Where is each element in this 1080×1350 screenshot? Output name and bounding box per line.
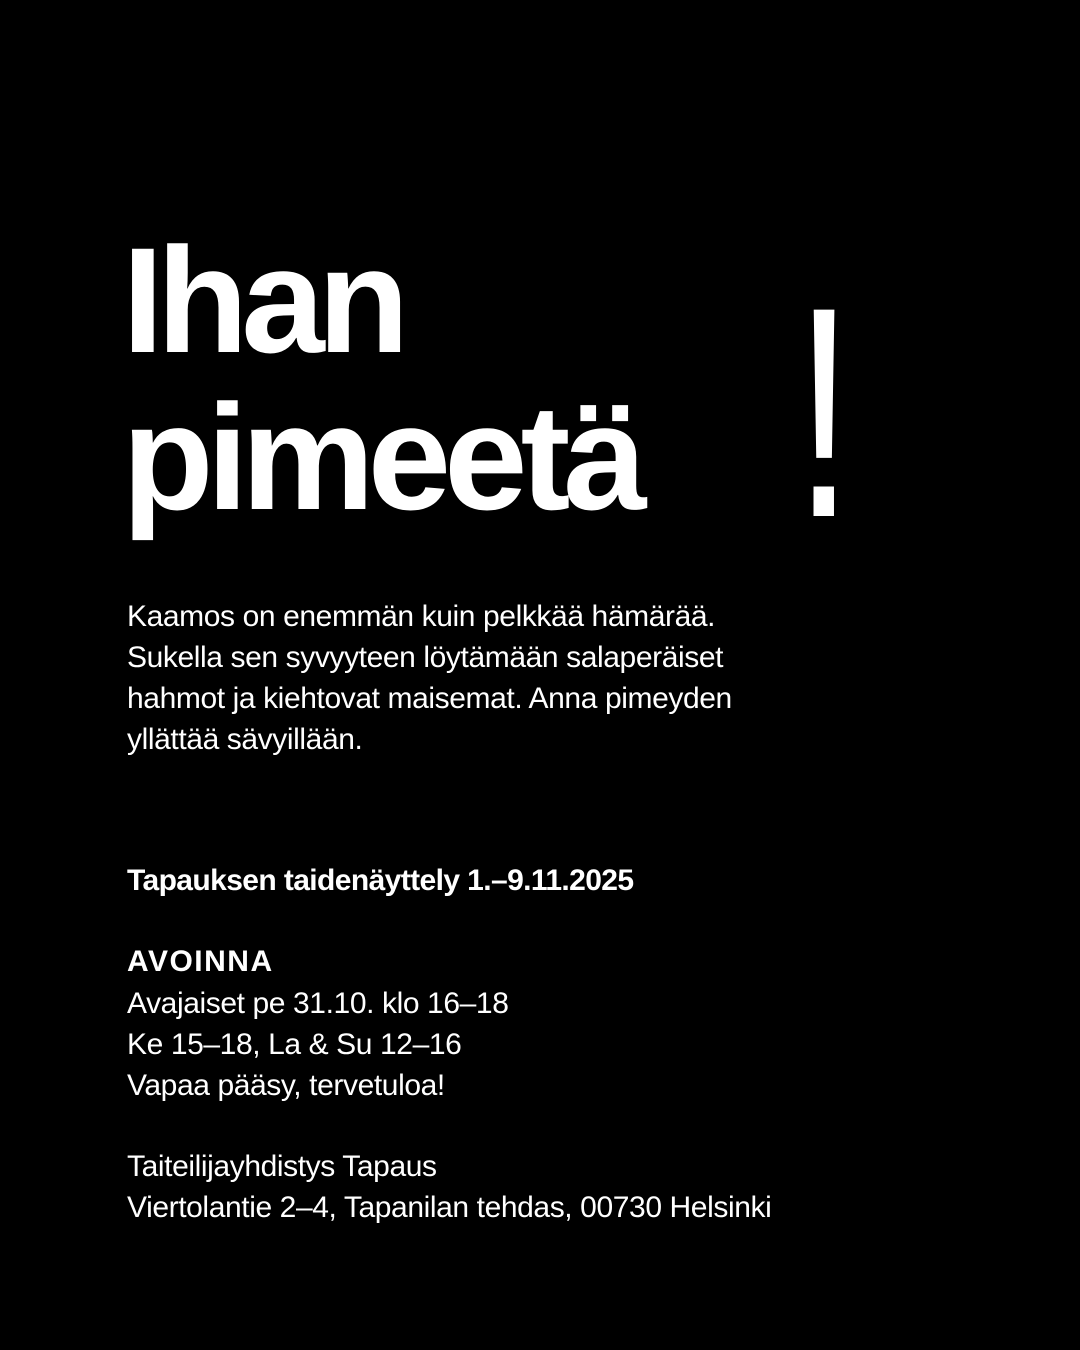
headline-line-1: Ihan (122, 216, 403, 384)
headline-exclamation-mark: ! (794, 244, 855, 580)
event-title: Tapauksen taidenäyttely 1.–9.11.2025 (127, 864, 634, 897)
headline-line-2: pimeetä (122, 373, 640, 541)
opening-night: Avajaiset pe 31.10. klo 16–18 (127, 987, 509, 1020)
intro-line: Kaamos on enemmän kuin pelkkää hämärää. (127, 600, 716, 633)
weekly-hours: Ke 15–18, La & Su 12–16 (127, 1028, 462, 1061)
venue-address: Viertolantie 2–4, Tapanilan tehdas, 00730 Helsinki (127, 1191, 772, 1224)
admission-note: Vapaa pääsy, tervetuloa! (127, 1069, 445, 1102)
headline (122, 216, 640, 541)
intro-paragraph (127, 596, 887, 760)
organizer-info (127, 1146, 771, 1228)
intro-line: Sukella sen syvyyteen löytämään salaperäiset (127, 641, 724, 674)
opening-hours-heading: AVOINNA (127, 945, 274, 978)
intro-line: hahmot ja kiehtovat maisemat. Anna pimeyden (127, 682, 732, 715)
opening-hours (127, 983, 508, 1106)
intro-line: yllättää sävyillään. (127, 723, 363, 756)
organizer-name: Taiteilijayhdistys Tapaus (127, 1150, 437, 1183)
